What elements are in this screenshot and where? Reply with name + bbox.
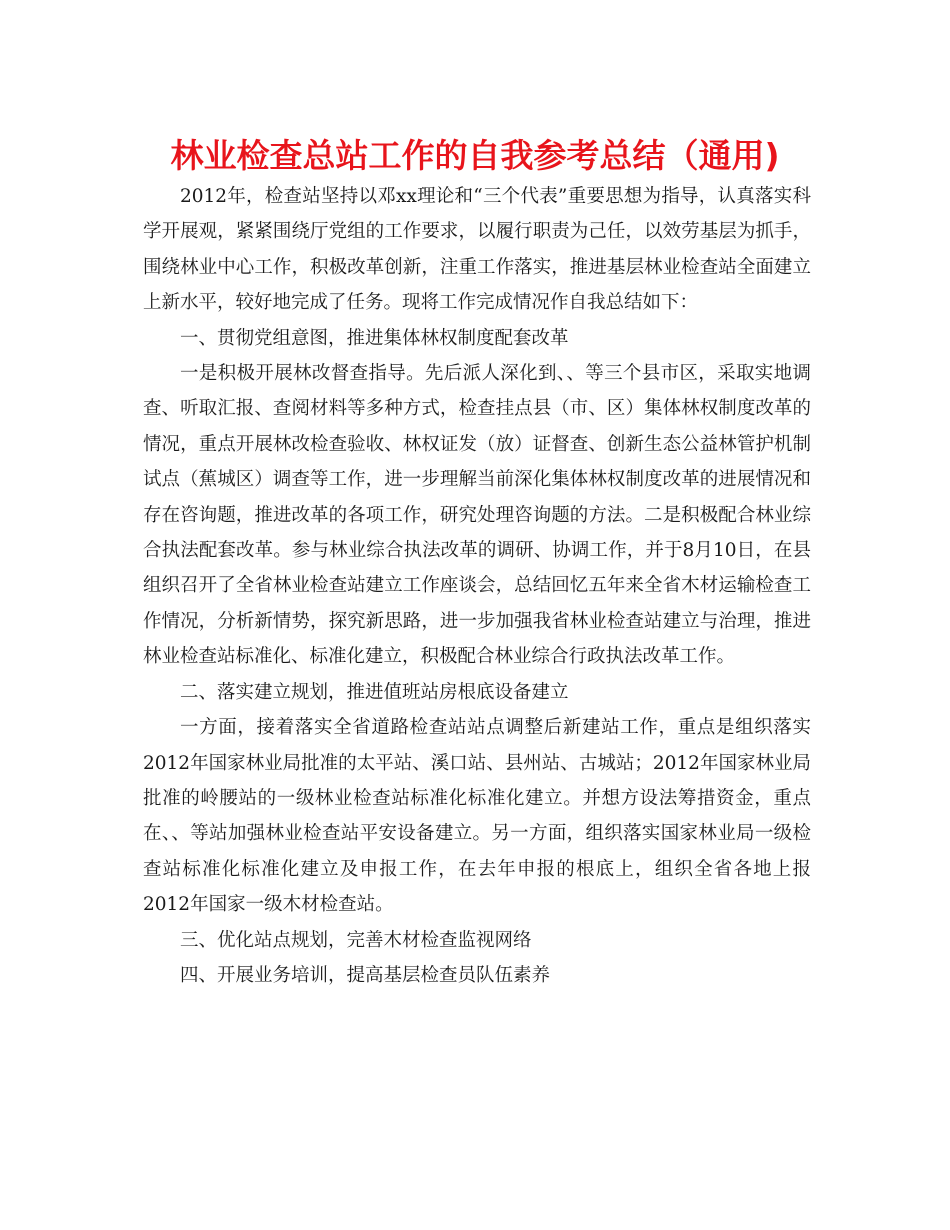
document-body (143, 179, 811, 993)
intro-paragraph: 2012年，检查站坚持以邓xx理论和“三个代表”重要思想为指导，认真落实科学开展观，紧紧围绕厅党组的工作要求，以履行职责为己任，以效劳基层为抓手，围绕林业中心工作，积极改革创新，注重工作落实，推进基层林业检查站全面建立上新水平，较好地完成了任务。现将工作完成情况作自我总结如下： (143, 186, 811, 314)
section-heading-4: 四、开展业务培训，提高基层检查员队伍素养 (180, 964, 551, 986)
section-2-paragraph: 一方面，接着落实全省道路检查站站点调整后新建站工作，重点是组织落实2012年国家林业局批准的太平站、溪口站、县州站、古城站；2012年国家林业局批准的岭腰站的一级林业检查站标准化标准化建立。并想方设法筹措资金，重点在、、等站加强林业检查站平安设备建立。另一方面，组织落实国家林业局一级检查站标准化标准化建立及申报工作，在去年申报的根底上，组织全省各地上报2012年国家一级木材检查站。 (143, 717, 811, 916)
section-heading-2: 二、落实建立规划，推进值班站房根底设备建立 (180, 681, 569, 703)
section-heading-3: 三、优化站点规划，完善木材检查监视网络 (180, 929, 532, 951)
section-heading-1: 一、贯彻党组意图，推进集体林权制度配套改革 (180, 327, 569, 349)
document-title: 林业检查总站工作的自我参考总结（通用) (170, 136, 780, 175)
section-1-paragraph: 一是积极开展林改督查指导。先后派人深化到、、等三个县市区，采取实地调查、听取汇报、查阅材料等多种方式，检查挂点县（市、区）集体林权制度改革的情况，重点开展林改检查验收、林权证发（放）证督查、创新生态公益林管护机制试点（蕉城区）调查等工作，进一步理解当前深化集体林权制度改革的进展情况和存在咨询题，推进改革的各项工作，研究处理咨询题的方法。二是积极配合林业综合执法配套改革。参与林业综合执法改革的调研、协调工作，并于8月10日，在县组织召开了全省林业检查站建立工作座谈会，总结回忆五年来全省木材运输检查工作情况，分析新情势，探究新思路，进一步加强我省林业检查站建立与治理，推进林业检查站标准化、标准化建立，积极配合林业综合行政执法改革工作。 (143, 363, 811, 668)
